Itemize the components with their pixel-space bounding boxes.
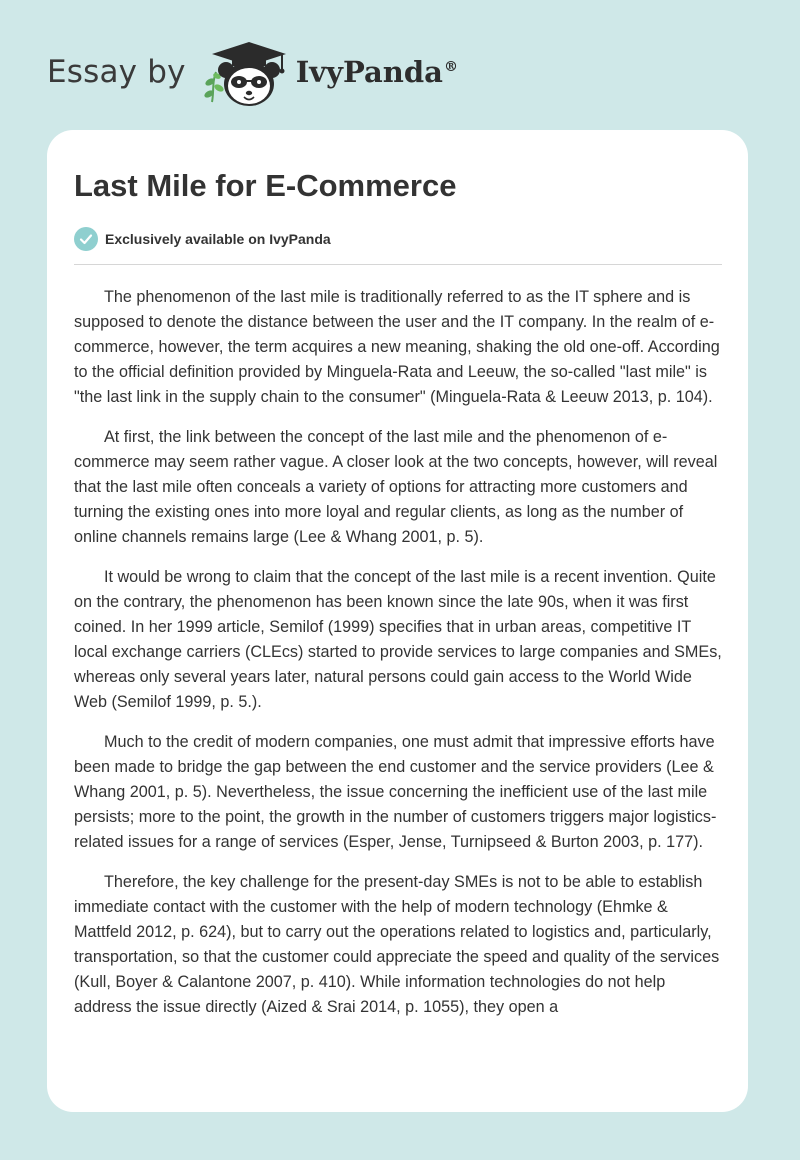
panda-graduate-icon[interactable] bbox=[202, 36, 292, 108]
paragraph: Much to the credit of modern companies, one must admit that impressive efforts have been made to bridge the gap between the end customer and the service providers (Lee & Whang 2001, p. 5). Nevertheless, the issue concerning the inefficient use of the last mile persists; more to the point, the growth in the number of customers triggers major logistics-related issues for a range of services (Esper, Jense, Turnipseed & Burton 2003, p. 177). bbox=[74, 733, 717, 851]
essay-body bbox=[74, 285, 722, 1020]
exclusive-badge-text: Exclusively available on IvyPanda bbox=[105, 231, 331, 247]
paragraph: The phenomenon of the last mile is traditionally referred to as the IT sphere and is supposed to denote the distance between the user and the IT company. In the realm of e-commerce, however, the term acquires a new meaning, shaking the old one-off. According to the official definition provided by Minguela-Rata and Leeuw, the so-called "last mile" is "the last link in the supply chain to the consumer" (Minguela-Rata & Leeuw 2013, p. 104). bbox=[74, 288, 720, 406]
check-circle-icon bbox=[74, 227, 98, 251]
exclusive-badge bbox=[74, 226, 722, 252]
brand-prefix: Essay by bbox=[47, 54, 186, 90]
paragraph: It would be wrong to claim that the concept of the last mile is a recent invention. Quite on the contrary, the phenomenon has been known since the late 90s, when it was first coined. In her 1999 article, Semilof (1999) specifies that in urban areas, competitive IT local exchange carriers (CLEcs) started to provide services to large companies and SMEs, whereas only several years later, natural persons could gain access to the World Wide Web (Semilof 1999, p. 5.). bbox=[74, 568, 722, 711]
paragraph: At first, the link between the concept of the last mile and the phenomenon of e-commerce may seem rather vague. A closer look at the two concepts, however, will reveal that the last mile often conceals a variety of options for attracting more customers and turning the existing ones into more loyal and regular clients, as long as the number of online channels remains large (Lee & Whang 2001, p. 5). bbox=[74, 428, 718, 546]
registered-mark: ® bbox=[443, 59, 458, 76]
essay-card bbox=[47, 130, 748, 1112]
page-title: Last Mile for E-Commerce bbox=[74, 168, 457, 203]
divider bbox=[74, 264, 722, 265]
site-header bbox=[47, 36, 458, 108]
paragraph: Therefore, the key challenge for the present-day SMEs is not to be able to establish immediate contact with the customer with the help of modern technology (Ehmke & Mattfeld 2012, p. 624), but to carry out the operations related to logistics and, particularly, transportation, so that the customer could appreciate the speed and quality of the services (Kull, Boyer & Calantone 2007, p. 410). While information technologies do not help address the issue directly (Aized & Srai 2014, p. 1055), they open a bbox=[74, 873, 720, 1016]
brand-name[interactable]: IvyPanda® bbox=[295, 55, 458, 89]
